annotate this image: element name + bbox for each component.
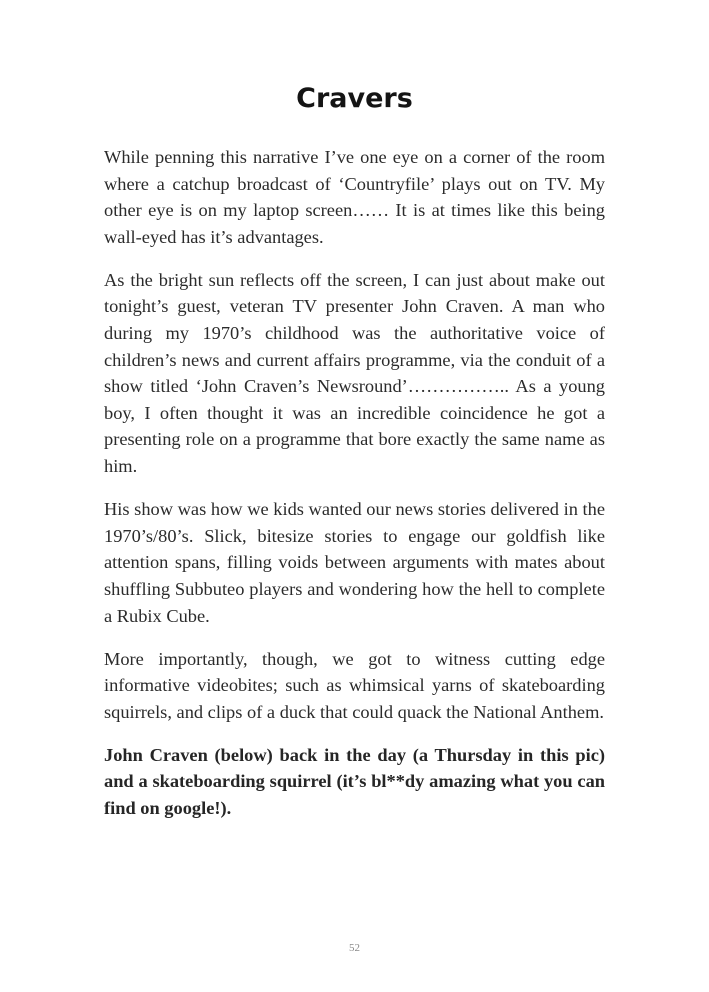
- paragraph-3: His show was how we kids wanted our news stories delivered in the 1970’s/80’s. Slick, bitesize stories to engage our goldfish like attention spans, filling voids between arguments with mates about shuffling Subbuteo players and wondering how the hell to complete a Rubix Cube.: [104, 499, 605, 626]
- page-number: 52: [349, 942, 360, 954]
- image-caption: John Craven (below) back in the day (a Thursday in this pic) and a skateboarding squirrel (it’s bl**dy amazing what you can find on google!).: [104, 744, 605, 819]
- paragraph-2: As the bright sun reflects off the screen, I can just about make out tonight’s guest, veteran TV presenter John Craven. A man who during my 1970’s childhood was the authoritative voice of children’s news and current affairs programme, via the conduit of a show titled ‘John Craven’s Newsround’…………….. As a young boy, I often thought it was an incredible coincidence he got a presenting role on a programme that bore exactly the same name as him.: [104, 269, 605, 477]
- page-title: Cravers: [296, 83, 413, 114]
- paragraph-1: While penning this narrative I’ve one eye on a corner of the room where a catchup broadcast of ‘Countryfile’ plays out on TV. My other eye is on my laptop screen…… It is at times like this being wall-eyed has it’s advantages.: [104, 147, 605, 247]
- body-text: [104, 144, 605, 838]
- paragraph-4: More importantly, though, we got to witness cutting edge informative videobites; such as whimsical yarns of skateboarding squirrels, and clips of a duck that could quack the National Anthem.: [104, 648, 605, 722]
